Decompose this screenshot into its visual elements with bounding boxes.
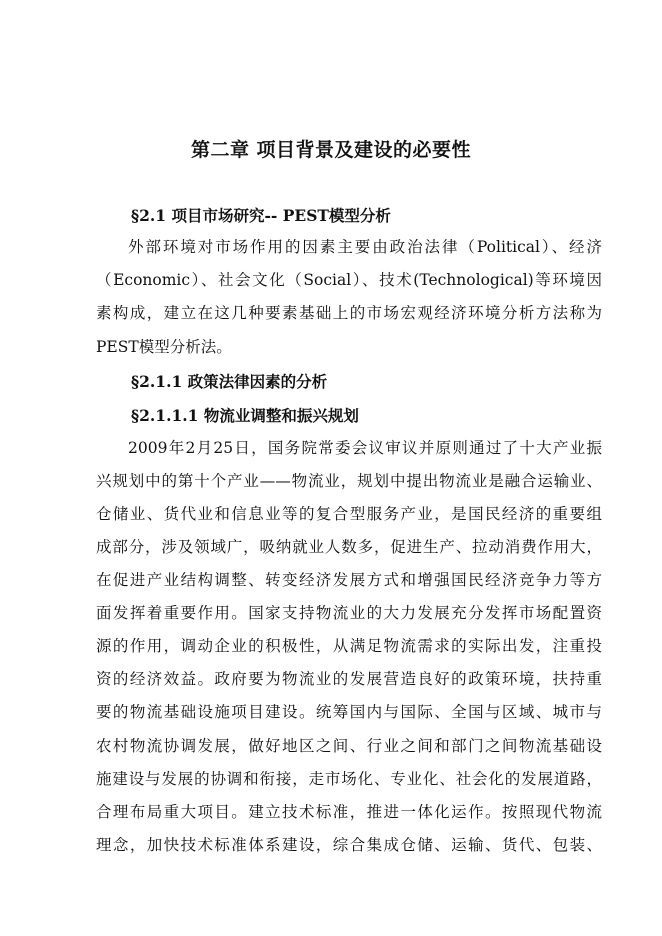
paragraph-line: 施建设与发展的协调和衔接，走市场化、专业化、社会化的发展道路， [96,770,602,788]
paragraph-line: PEST模型分析法。 [96,338,232,356]
section-heading-2-1-1: §2.1.1 政策法律因素的分析 [131,372,328,391]
paragraph-line: （Economic）、社会文化（Social）、技术(Technological)等环境因 [96,271,602,289]
paragraph-line: 源的作用，调动企业的积极性，从满足物流需求的实际出发，注重投 [96,637,602,655]
paragraph-line: 合理布局重大项目。建立技术标准，推进一体化运作。按照现代物流 [96,803,602,821]
paragraph-line: 素构成，建立在这几种要素基础上的市场宏观经济环境分析方法称为 [96,304,602,322]
paragraph-line: 在促进产业结构调整、转变经济发展方式和增强国民经济竞争力等方 [96,571,602,589]
paragraph-line: 兴规划中的第十个产业——物流业，规划中提出物流业是融合运输业、 [96,472,602,490]
paragraph-line: 2009年2月25日，国务院常委会议审议并原则通过了十大产业振 [128,439,602,457]
paragraph-line: 仓储业、货代业和信息业等的复合型服务产业，是国民经济的重要组 [96,505,602,523]
paragraph-line: 面发挥着重要作用。国家支持物流业的大力发展充分发挥市场配置资 [96,604,602,622]
paragraph-line: 资的经济效益。政府要为物流业的发展营造良好的政策环境，扶持重 [96,670,602,688]
chapter-title: 第二章 项目背景及建设的必要性 [190,139,472,161]
section-heading-2-1-1-1: §2.1.1.1 物流业调整和振兴规划 [131,406,359,425]
paragraph-line: 理念，加快技术标准体系建设，综合集成仓储、运输、货代、包装、 [96,836,602,854]
paragraph-line: 成部分，涉及领域广，吸纳就业人数多，促进生产、拉动消费作用大， [96,538,602,556]
paragraph-line: 外部环境对市场作用的因素主要由政治法律（Political）、经济 [128,238,602,256]
section-heading-2-1: §2.1 项目市场研究-- PEST模型分析 [131,206,391,225]
paragraph-line: 农村物流协调发展，做好地区之间、行业之间和部门之间物流基础设 [96,737,602,755]
paragraph-line: 要的物流基础设施项目建设。统筹国内与国际、全国与区域、城市与 [96,703,602,721]
